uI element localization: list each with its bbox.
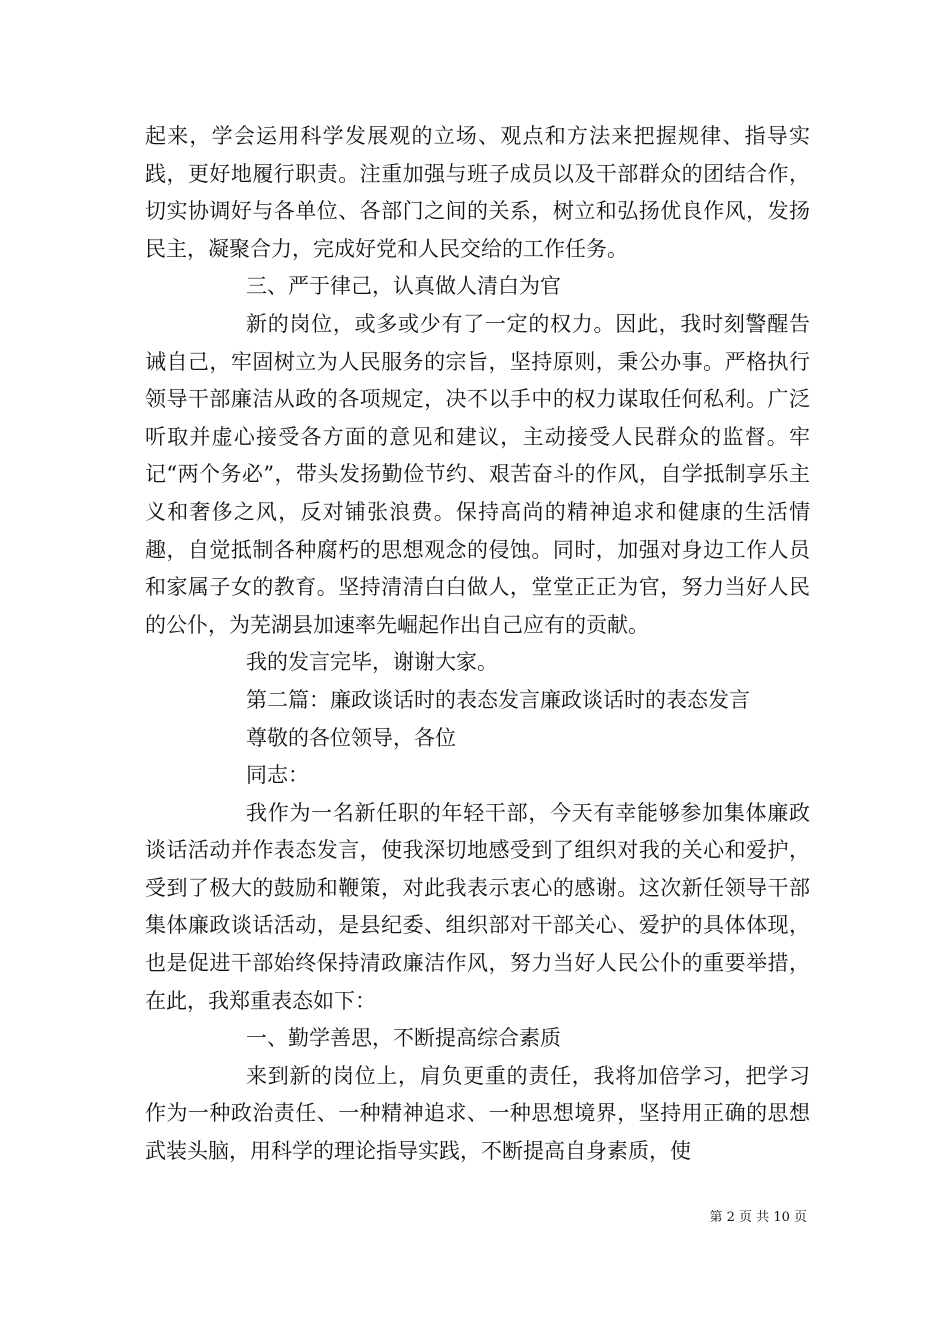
paragraph: 一、勤学善思，不断提高综合素质 [246, 1026, 561, 1051]
paragraph: 第二篇：廉政谈话时的表态发言廉政谈话时的表态发言 [246, 687, 750, 712]
paragraph: 新的岗位，或多或少有了一定的权力。因此，我时刻警醒告诫自己，牢固树立为人民服务的宗旨，坚持原则，秉公办事。严格执行领导干部廉洁从政的各项规定，决不以手中的权力谋取任何私利。广泛听取并虚心接受各方面的意见和建议，主动接受人民群众的监督。牢记“两个务必”，带头发扬勤俭节约、艰苦奋斗的作风，自学抵制享乐主义和奢侈之风，反对铺张浪费。保持高尚的精神追求和健康的生活情趣，自觉抵制各种腐朽的思想观念的侵蚀。同时，加强对身边工作人员和家属子女的教育。坚持清清白白做人，堂堂正正为官，努力当好人民的公仆，为芜湖县加速率先崛起作出自己应有的贡献。 [145, 311, 810, 637]
body-text [145, 118, 810, 1171]
paragraph: 同志： [246, 763, 309, 788]
page-footer: 第 2 页 共 10 页 [709, 1210, 807, 1225]
paragraph: 尊敬的各位领导，各位 [246, 725, 456, 750]
paragraph: 我作为一名新任职的年轻干部，今天有幸能够参加集体廉政谈话活动并作表态发言，使我深切地感受到了组织对我的关心和爱护，受到了极大的鼓励和鞭策，对此我表示衷心的感谢。这次新任领导干部集体廉政谈话活动，是县纪委、组织部对干部关心、爱护的具体体现，也是促进干部始终保持清政廉洁作风，努力当好人民公仆的重要举措，在此，我郑重表态如下： [145, 800, 810, 1013]
paragraph: 来到新的岗位上，肩负更重的责任，我将加倍学习，把学习作为一种政治责任、一种精神追求、一种思想境界，坚持用正确的思想武装头脑，用科学的理论指导实践，不断提高自身素质，使 [145, 1063, 810, 1164]
paragraph: 三、严于律己，认真做人清白为官 [246, 274, 561, 299]
paragraph: 起来，学会运用科学发展观的立场、观点和方法来把握规律、指导实践，更好地履行职责。注重加强与班子成员以及干部群众的团结合作，切实协调好与各单位、各部门之间的关系，树立和弘扬优良作风，发扬民主，凝聚合力，完成好党和人民交给的工作任务。 [145, 124, 810, 261]
paragraph: 我的发言完毕，谢谢大家。 [246, 650, 498, 675]
